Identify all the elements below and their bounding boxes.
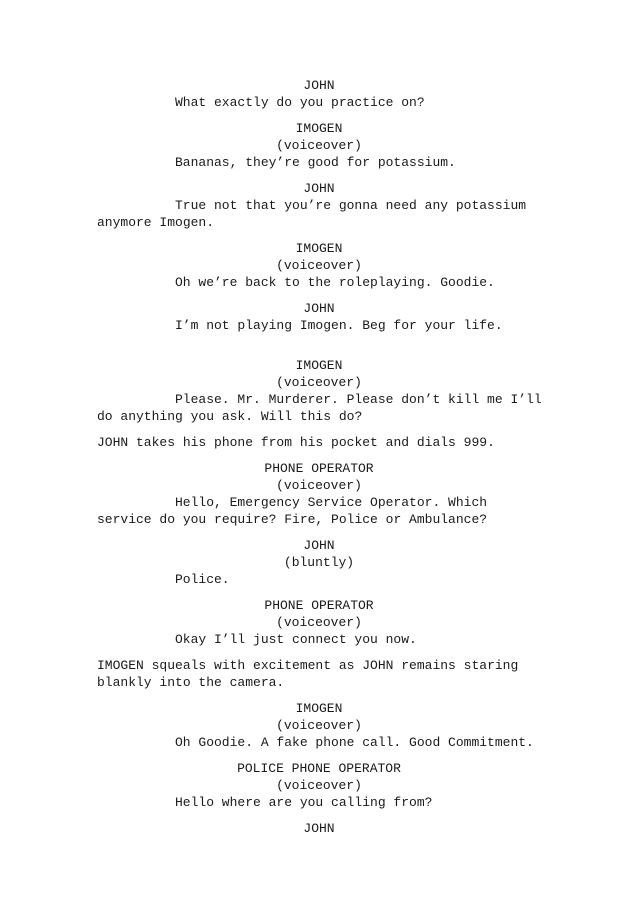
character-name: JOHN — [303, 538, 335, 553]
dialogue-line: Hello where are you calling from? — [175, 795, 433, 810]
dialogue-line-continued: anymore Imogen. — [97, 215, 215, 230]
dialogue-line: Police. — [175, 572, 230, 587]
character-name: IMOGEN — [295, 701, 343, 716]
parenthetical: (voiceover) — [276, 258, 362, 273]
character-name: JOHN — [303, 181, 335, 196]
character-name: IMOGEN — [295, 121, 343, 136]
action-line-continued: blankly into the camera. — [97, 675, 285, 690]
character-name: JOHN — [303, 821, 335, 836]
character-name: JOHN — [303, 301, 335, 316]
parenthetical: (voiceover) — [276, 375, 362, 390]
action-line: JOHN takes his phone from his pocket and dials 999. — [97, 435, 495, 450]
dialogue-line: Oh we’re back to the roleplaying. Goodie. — [175, 275, 495, 290]
parenthetical: (bluntly) — [283, 555, 355, 570]
character-name: PHONE OPERATOR — [264, 598, 374, 613]
dialogue-line: Please. Mr. Murderer. Please don’t kill me I’ll — [175, 392, 542, 407]
dialogue-line: True not that you’re gonna need any potassium — [175, 198, 527, 213]
dialogue-line: What exactly do you practice on? — [175, 95, 425, 110]
dialogue-line-continued: service do you require? Fire, Police or Ambulance? — [97, 512, 488, 527]
dialogue-line: Okay I’ll just connect you now. — [175, 632, 417, 647]
character-name: POLICE PHONE OPERATOR — [237, 761, 401, 776]
dialogue-line-continued: do anything you ask. Will this do? — [97, 409, 363, 424]
dialogue-line: I’m not playing Imogen. Beg for your life. — [175, 318, 503, 333]
character-name: PHONE OPERATOR — [264, 461, 374, 476]
dialogue-line: Bananas, they’re good for potassium. — [175, 155, 456, 170]
dialogue-line: Oh Goodie. A fake phone call. Good Commitment. — [175, 735, 534, 750]
action-line: IMOGEN squeals with excitement as JOHN remains staring — [97, 658, 519, 673]
dialogue-line: Hello, Emergency Service Operator. Which — [175, 495, 488, 510]
character-name: JOHN — [303, 78, 335, 93]
parenthetical: (voiceover) — [276, 778, 362, 793]
parenthetical: (voiceover) — [276, 478, 362, 493]
character-name: IMOGEN — [295, 241, 343, 256]
parenthetical: (voiceover) — [276, 615, 362, 630]
parenthetical: (voiceover) — [276, 718, 362, 733]
character-name: IMOGEN — [295, 358, 343, 373]
parenthetical: (voiceover) — [276, 138, 362, 153]
